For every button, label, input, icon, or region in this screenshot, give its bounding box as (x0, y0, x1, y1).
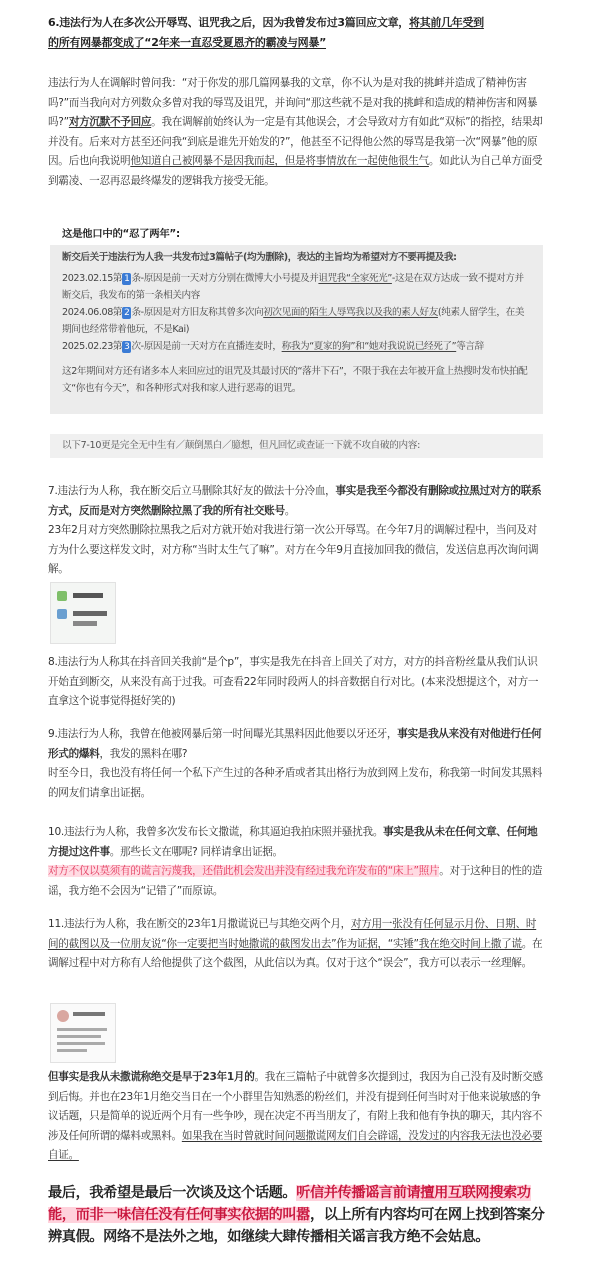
section-text: 11.违法行为人称，我在断交的23年1月撒谎说已与其绝交两个月， (48, 918, 351, 930)
section-10 (48, 823, 546, 901)
paragraph-mediation (48, 74, 546, 191)
post-entry-2 (62, 304, 532, 338)
emphasis-text: 事实是我至今都没有删除或拉黑过对方的联系方式，反而是对方突然删除拉黑了我的所有社交账号 (48, 485, 542, 517)
paragraph-text: 违法行为人在调解时曾问我：“对于你发的那几篇网暴我的文章，你不认为是对我的挑衅并造成了精神伤害吗?”而当我向对方列数众多曾对我的辱骂及诅咒，并询问“那这些就不是对我的挑衅和造成的精神伤害和网暴吗?” (48, 77, 538, 128)
post-text: -这是在双方达成一致不提对方并断交后，我发布的第一条相关内容 (62, 273, 524, 301)
section-6-underline-2: 的所有网暴都变成了“2年来一直忍受夏恩齐的霸凌与网暴” (48, 36, 327, 49)
section-truth (48, 1068, 546, 1166)
final-text: 最后，我希望是最后一次谈及这个话题。 (48, 1185, 297, 1201)
section-text: 时至今日，我也没有将任何一个私下产生过的各种矛盾或者其出格行为放到网上发布，称我第一时间发其黑料的网友们请拿出证据。 (48, 767, 543, 799)
section-9 (48, 725, 546, 803)
emphasis-text: 事实是我从未在任何文章、任何地方提过这件事 (48, 826, 538, 858)
section-text: ，我发的黑料在哪? (99, 747, 188, 760)
section-text: 。那些长文在哪呢? 同样请拿出证据。 (109, 845, 283, 858)
section-7 (48, 482, 546, 580)
underlined-text: 他知道自己被网暴不是因我而起，但是将事情放在一起使他很生气 (130, 155, 429, 167)
paragraph-text: 。如此认为自己单方面受到霸凌、一忍再忍最终爆发的逻辑我方接受无能。 (48, 155, 543, 187)
post-date: 2023.02.15第 (62, 273, 123, 284)
post-underline: 诅咒我“全家死光” (318, 273, 392, 284)
underlined-text: 对方用一张没有任何显示月份、日期、时间的截图以及一位朋友说“你一定要把当时她撒谎的截图发出去”作为证据，“实锤”我在绝交时间上撒了谎 (48, 918, 537, 950)
post-underline: 称我为“夏家的狗”和“她对我说说已经死了” (281, 341, 457, 352)
final-highlight: 听信并传播谣言前请擅用互联网搜索功能，而非一味信任没有任何事实依据的叫嚣 (48, 1185, 531, 1223)
post-text: 等言辞 (456, 341, 484, 352)
section-text: 9.违法行为人称，我曾在他被网暴后第一时间曝光其黑料因此他要以牙还牙， (48, 728, 398, 740)
number-badge: 1 (124, 274, 130, 284)
section-11 (48, 915, 546, 974)
post-underline: 初次见面的陌生人辱骂我以及我的素人好友 (263, 307, 438, 318)
number-badge: 3 (124, 342, 130, 352)
paragraph-text: 。我在调解前始终认为一定是有其他误会，才会导致对方有如此“双标”的指控，结果却并没有。后来对方甚至还问我“到底是谁先开始发的?”，他甚至不记得他公然的辱骂是我第一次“网暴”他的原因。后也向我说明 (48, 116, 543, 167)
section-6-text: 6.违法行为人在多次公开辱骂、诅咒我之后，因为我曾发布过3篇回应文章， (48, 16, 409, 29)
section-8: 8.违法行为人称其在抖音回关我前“是个p”，事实是我先在抖音上回关了对方，对方的抖音粉丝量从我们认识开始直到断交，从来没有高于过我。可查看22年同时段两人的抖音数据自行对比。(本来没想提这个，对方一直拿这个说事觉得挺好笑的) (48, 656, 539, 707)
section-6-underline: 将其前几年受到 (408, 16, 484, 29)
section-text: 。对于这种目的性的造谣，我方绝不会因为“记错了”而原谅。 (48, 865, 543, 897)
post-entry-3 (62, 338, 532, 355)
final-text: ，以上所有内容均可在网上找到答案分辨真假。网络不是法外之地，如继续大肆传播相关谣言我方绝不会姑息。 (48, 1207, 545, 1245)
underlined-text: 如果我在当时曾就时间问题撒谎网友们自会辟谣，没发过的内容我无法也没必要自证。 (48, 1129, 543, 1161)
note-text: 以下7-10更是完全无中生有／颠倒黑白／臆想，但凡回忆或查证一下就不攻自破的内容: (62, 440, 421, 451)
note-bar (50, 434, 543, 458)
emphasis-text: 但事实是我从未撒谎称绝交是早于23年1月的 (48, 1071, 255, 1083)
emphasis-text: 事实是我从来没有对他进行任何形式的爆料 (48, 728, 542, 760)
post-date: 2024.06.08第 (62, 307, 123, 318)
section-text: 7.违法行为人称，我在断交后立马删除其好友的做法十分冷血， (48, 485, 336, 497)
final-statement (48, 1182, 548, 1248)
post-text: 条-原因是对方旧友称其曾多次向 (131, 307, 264, 318)
post-text: (纯素人留学生，在美期间也经常带着他玩，不是Kai) (62, 307, 525, 335)
section-text: 。我在三篇帖子中就曾多次提到过，我因为自己没有及时断交感到后悔。并也在23年1月绝交当日在一个小群里告知熟悉的粉丝们，并没有提到任何当时对于他来说敏感的争议话题，只是简单的说近两个月有一些争吵，现在决定不再当朋友了，有附上我和他有争执的聊天，其内容不涉及任何所谓的爆料或黑料。 (48, 1071, 543, 1142)
quote-heading: 这是他口中的“忍了两年”: (62, 228, 180, 240)
emphasis-text: 对方沉默不予回应 (68, 116, 152, 128)
section-text: 23年2月对方突然删除拉黑我之后对方就开始对我进行第一次公开辱骂。在今年7月的调解过程中，当问及对方为什么要这样发文时，对方称“当时太生气了嘛”。对方在今年9月直接加回我的微信，发送信息再次询问调解。 (48, 524, 539, 575)
section-6-heading (48, 13, 546, 53)
number-badge: 2 (124, 308, 130, 318)
highlighted-text: 对方不仅以莫须有的谎言污蔑我，还借此机会发出并没有经过我允许发布的“床上”照片 (48, 865, 440, 877)
quote-box-tail: 这2年期间对方还有诸多本人来回应过的诅咒及其最讨厌的“落井下石”，不限于我在去年被开盒上热搜时发布快拍配文“你也有今天”，和各种形式对我和家人进行恶毒的诅咒。 (62, 366, 528, 394)
section-text: 。 (284, 504, 296, 517)
post-date: 2025.02.23第 (62, 341, 123, 352)
chat-screenshot-thumbnail[interactable] (50, 582, 116, 644)
section-text: 。在调解过程中对方称有人给他提供了这个截图，从此信以为真。仅对于这个“误会”，我方可以表示一丝理解。 (48, 937, 543, 969)
quote-box-intro: 断交后关于违法行为人我一共发布过3篇帖子(均为删除)，表达的主旨均为希望对方不要再提及我: (62, 252, 457, 263)
screenshot-thumbnail[interactable] (50, 1003, 116, 1063)
section-text: 10.违法行为人称，我曾多次发布长文撒谎，称其逼迫我拍床照并骚扰我。 (48, 826, 384, 838)
post-text: 次-原因是前一天对方在直播连麦时， (131, 341, 282, 352)
quoted-post-box (50, 245, 543, 414)
post-text: 条-原因是前一天对方分别在微博大小号提及并 (131, 273, 319, 284)
post-entry-1 (62, 270, 532, 304)
